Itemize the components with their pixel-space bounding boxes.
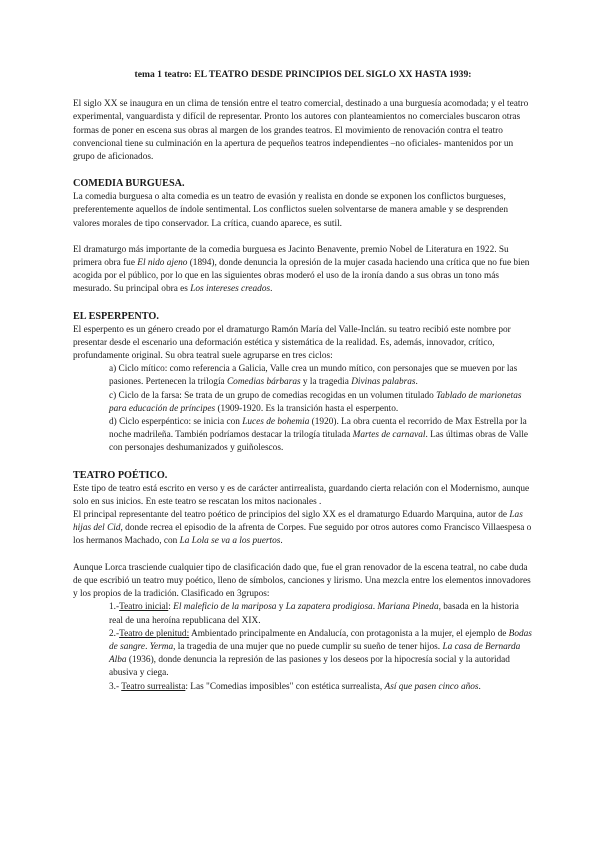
ciclo-esperpentico: d) Ciclo esperpéntico: se inicia con Luces de bohemia (1920). La obra cuenta el recorrido de Max Estrella por la noche madrileña. También podríamos destacar la trilogía titulada Martes de carnaval. Las últimas obras de Valle con personajes deshumanizados y guiñolescos.: [109, 417, 529, 454]
work-title: El maleficio de la mariposa: [173, 602, 277, 613]
lorca-groups-list: [73, 601, 533, 693]
lorca-paragraph: Aunque Lorca trasciende cualquier tipo de clasificación dado que, fue el gran renovador de la escena teatral, no cabe duda de que escribió un teatro muy poético, lleno de símbolos, canciones y lirismo. Una mezcla entre los elementos innovadores y los propios de la tradición. Clasificado en 3grupos:: [73, 562, 531, 600]
work-title: Comedias bárbaras: [226, 377, 301, 388]
poetico-heading: TEATRO POÉTICO.: [73, 469, 168, 481]
document-title: tema 1 teatro: EL TEATRO DESDE PRINCIPIOS DEL SIGLO XX HASTA 1939:: [134, 69, 472, 80]
ciclos-list: [73, 363, 533, 455]
intro-paragraph: El siglo XX se inaugura en un clima de tensión entre el teatro comercial, destinado a una burguesía acomodada; y el teatro experimental, vanguardista y difícil de representar. Pronto los autores con planteamientos no comerciales buscaron otras formas de poner en escena sus obras al margen de los grandes teatros. El movimiento de renovación contra el teatro convencional tiene su culminación en la apertura de pequeños teatros independientes –no oficiales- mantenidos por un grupo de aficionados.: [73, 99, 529, 163]
work-title: La Lola se va a los puertos: [179, 536, 281, 547]
poetico-paragraph-1: Este tipo de teatro está escrito en verso y es de carácter antirrealista, guardando cierta relación con el Modernismo, aunque solo en sus inicios. En este teatro se rescatan los mitos nacionales .: [73, 483, 530, 507]
lorca-group-3: 3.- Teatro surrealista: Las "Comedias imposibles" con estética surrealista, Así que pasen cinco años.: [109, 681, 481, 692]
work-title: Yerma: [149, 641, 174, 652]
work-title: Divinas palabras: [351, 377, 416, 388]
comedia-paragraph-1: La comedia burguesa o alta comedia es un teatro de evasión y realista en donde se exponen los conflictos burgueses, preferentemente aquellos de índole sentimental. Los conflictos suelen solventarse de manera amable y se desprenden valores morales de tipo conservador. La crítica, cuando aparece, es sutil.: [73, 192, 508, 229]
ciclo-mitico: a) Ciclo mítico: como referencia a Galicia, Valle crea un mundo mítico, con personajes que se mueven por las pasiones. Pertenecen la trilogía Comedias bárbaras y la tragedia Divinas palabras.: [109, 364, 518, 388]
work-title: Los intereses creados: [190, 284, 271, 295]
esperpento-heading: EL ESPERPENTO.: [73, 310, 159, 322]
work-title: Martes de carnaval: [352, 430, 426, 441]
work-title: Bodas de sangre: [109, 628, 532, 652]
document-page: [73, 68, 533, 694]
work-title: Las hijas del Cid: [73, 510, 523, 534]
poetico-paragraph-2: El principal representante del teatro poético de principios del siglo XX es el dramaturgo Eduardo Marquina, autor de Las hijas del Cid, donde recrea el episodio de la afrenta de Corpes. Fue seguido por otros autores como Francisco Villaespesa o los hermanos Machado, con La Lola se va a los puertos.: [73, 510, 532, 547]
ciclo-farsa: c) Ciclo de la farsa: Se trata de un grupo de comedias recogidas en un volumen titulado Tablado de marionetas para educación de príncipes (1909-1920. Es la transición hasta el esperpento.: [109, 390, 522, 414]
lorca-group-1: 1.-Teatro inicial: El maleficio de la mariposa y La zapatera prodigiosa. Mariana Pineda, basada en la historia real de una heroína republicana del XIX.: [109, 602, 519, 626]
work-title: La zapatera prodigiosa: [285, 602, 373, 613]
work-title: Luces de bohemia: [242, 417, 310, 428]
comedia-heading: COMEDIA BURGUESA.: [73, 178, 185, 190]
work-title: La casa de Bernarda Alba: [109, 641, 521, 666]
work-title: Así que pasen cinco años: [384, 681, 479, 692]
work-title: Tablado de marionetas para educación de príncipes: [109, 390, 522, 414]
lorca-group-2: 2.-Teatro de plenitud: Ambientado principalmente en Andalucía, con protagonista a la mujer, el ejemplo de Bodas de sangre. Yerma, la tragedia de una mujer que no puede cumplir su sueño de tener hijos. La casa de Bernarda Alba (1936), donde denuncia la represión de las pasiones y los deseos por la hipocresía social y la autoridad abusiva y ciega.: [109, 628, 532, 679]
work-title: Mariana Pineda: [377, 602, 439, 613]
work-title: El nido ajeno: [137, 258, 188, 269]
comedia-paragraph-2: El dramaturgo más importante de la comedia burguesa es Jacinto Benavente, premio Nobel de Literatura en 1922. Su primera obra fue El nido ajeno (1894), donde denuncia la opresión de la mujer casada haciendo una crítica que no fue bien acogida por el público, por lo que en las siguientes obras moderó el uso de la ironía dando a sus obras un tono más mesurado. Su principal obra es Los intereses creados.: [73, 244, 530, 295]
esperpento-paragraph-1: El esperpento es un género creado por el dramaturgo Ramón María del Valle-Inclán. su teatro recibió este nombre por presentar desde el escenario una deformación estética y sistemática de la realidad. Es, además, innovador, crítico, profundamente original. Su obra teatral suele agruparse en tres ciclos:: [73, 324, 511, 362]
